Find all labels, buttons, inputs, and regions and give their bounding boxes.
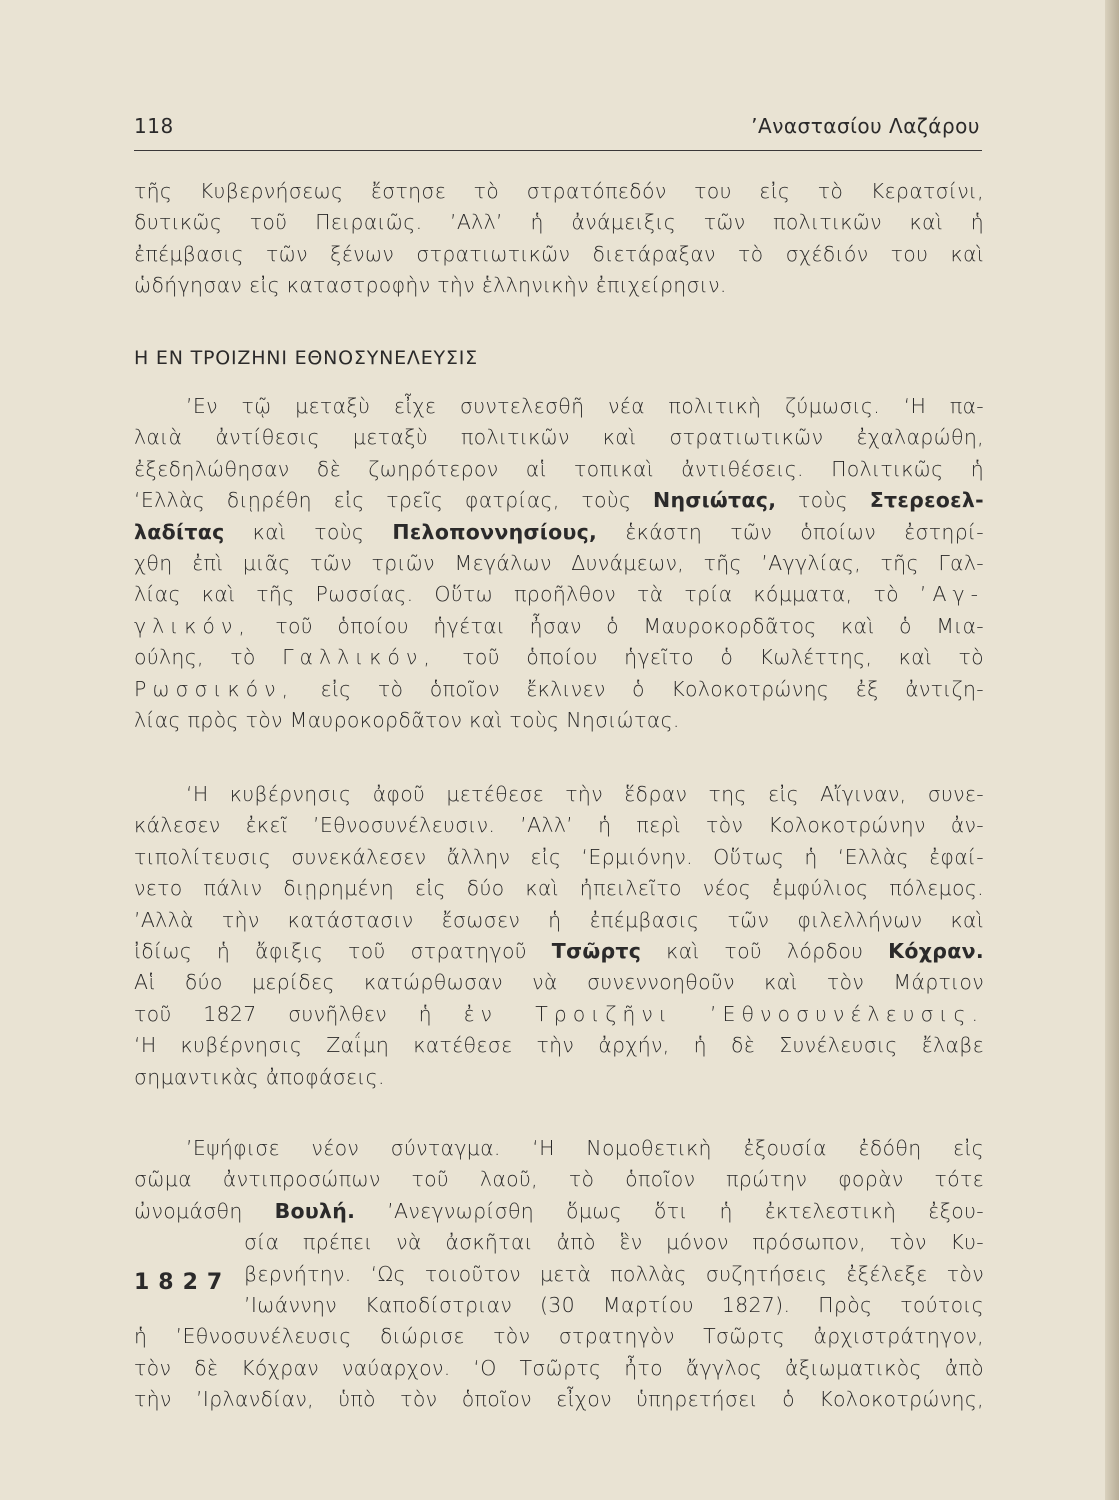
spaced-term: ἐν Τροιζῆνι ’Εθνοσυνέλευσις. xyxy=(463,1001,984,1026)
text-span: ’Ανεγνωρίσθη ὅμως ὅτι ἡ ἐκτελεστικὴ ἐξου- xyxy=(387,1198,984,1223)
text-line xyxy=(134,579,984,610)
text-line xyxy=(134,674,984,705)
spaced-term: γλικόν, xyxy=(134,613,251,638)
text-line: σία πρέπει νὰ ἀσκῆται ἀπὸ ἓν μόνον πρόσωπον, τὸν Κυ- xyxy=(244,1230,984,1255)
bold-term: Νησιώτας, xyxy=(653,488,777,513)
text-line: ’Ιωάννην Καποδίστριαν (30 Μαρτίου 1827). Πρὸς τούτοις xyxy=(244,1292,984,1317)
text-line: σῶμα ἀντιπροσώπων τοῦ λαοῦ, τὸ ὁποῖον πρώτην φορὰν τότε xyxy=(134,1167,984,1192)
margin-year-note: 1827 xyxy=(134,1270,232,1295)
paragraph-4 xyxy=(134,1133,984,1416)
text-line: σημαντικὰς ἀποφάσεις. xyxy=(134,1064,385,1089)
text-line: νετο πάλιν διῃρημένη εἰς δύο καὶ ἠπειλεῖτο νέος ἐμφύλιος πόλεμος. xyxy=(134,876,984,901)
text-line xyxy=(134,1196,984,1227)
text-line: ἡ ’Εθνοσυνέλευσις διώρισε τὸν στρατηγὸν Τσῶρτς ἀρχιστράτηγον, xyxy=(134,1324,984,1349)
text-line xyxy=(134,642,984,673)
page-edge xyxy=(1105,0,1119,1500)
text-span: τοῦ ὁποίου ἡγεῖτο ὁ Κωλέττης, καὶ τὸ xyxy=(462,645,984,670)
bold-term: Τσῶρτς xyxy=(551,938,642,963)
paragraph-1 xyxy=(134,176,984,302)
text-line xyxy=(134,999,984,1030)
text-line: τῆς Κυβερνήσεως ἔστησε τὸ στρατόπεδόν του εἰς τὸ Κερατσίνι, xyxy=(134,179,984,203)
text-line: βερνήτην. ‘Ως τοιοῦτον μετὰ πολλὰς συζητήσεις ἐξέλεξε τὸν xyxy=(244,1261,984,1286)
text-line xyxy=(134,517,984,548)
paragraph-2 xyxy=(134,391,984,736)
page-number: 118 xyxy=(134,114,174,138)
text-span: καὶ τοὺς xyxy=(252,519,365,544)
text-line: ‘Η κυβέρνησις Ζαΐμη κατέθεσε τὴν ἀρχήν, ἡ δὲ Συνέλευσις ἔλαβε xyxy=(134,1033,984,1058)
paragraph-3 xyxy=(134,779,984,1093)
text-line xyxy=(134,611,984,642)
text-line: Αἱ δύο μερίδες κατώρθωσαν νὰ συνεννοηθοῦν καὶ τὸν Μάρτιον xyxy=(134,970,984,995)
text-span: ἑκάστη τῶν ὁποίων ἐστηρί- xyxy=(625,519,984,544)
bold-term: Βουλή. xyxy=(274,1198,356,1223)
bold-term: Κόχραν. xyxy=(888,938,984,963)
text-line: ’Αλλὰ τὴν κατάστασιν ἔσωσεν ἡ ἐπέμβασις τῶν φιλελλήνων καὶ xyxy=(134,907,984,932)
text-span: ἰδίως ἡ ἄφιξις τοῦ στρατηγοῦ xyxy=(134,938,527,963)
text-line: δυτικῶς τοῦ Πειραιῶς. ’Αλλ’ ἡ ἀνάμειξις τῶν πολιτικῶν καὶ ἡ xyxy=(134,210,984,235)
text-line xyxy=(134,485,984,516)
text-line xyxy=(134,936,984,967)
text-line: ὡδήγησαν εἰς καταστροφὴν τὴν ἑλληνικὴν ἐπιχείρησιν. xyxy=(134,273,727,298)
bold-term: Πελοποννησίους, xyxy=(392,519,598,544)
text-line: ’Εν τῷ μεταξὺ εἶχε συντελεσθῆ νέα πολιτικὴ ζύμωσις. ‘Η πα- xyxy=(186,394,984,418)
text-span: τοῦ ὁποίου ἡγέται ἦσαν ὁ Μαυροκορδᾶτος καὶ ὁ Μια- xyxy=(275,613,984,638)
text-line: ’Εψήφισε νέον σύνταγμα. ‘Η Νομοθετικὴ ἐξουσία ἐδόθη εἰς xyxy=(186,1136,984,1160)
running-head: ’Αναστασίου Λαζάρου xyxy=(751,114,980,138)
text-line: κάλεσεν ἐκεῖ ’Εθνοσυνέλευσιν. ’Αλλ’ ἡ περὶ τὸν Κολοκοτρώνην ἀν- xyxy=(134,813,984,838)
spaced-term: ’Αγ- xyxy=(919,582,984,607)
text-line: τὴν ’Ιρλανδίαν, ὑπὸ τὸν ὁποῖον εἶχον ὑπηρετήσει ὁ Κολοκοτρώνης, xyxy=(134,1387,984,1412)
text-line: ἐπέμβασις τῶν ξένων στρατιωτικῶν διετάραξαν τὸ σχέδιόν του καὶ xyxy=(134,241,984,266)
spaced-term: Γαλλικόν, xyxy=(282,645,436,670)
text-span: τοὺς xyxy=(798,488,849,513)
text-line: τιπολίτευσις συνεκάλεσεν ἄλλην εἰς ‘Ερμιόνην. Οὕτως ἡ ‘Ελλὰς ἐφαί- xyxy=(134,844,984,869)
section-heading: Η ΕΝ ΤΡΟΙΖΗΝΙ ΕΘΝΟΣΥΝΕΛΕΥΣΙΣ xyxy=(134,347,478,369)
text-line: λαιὰ ἀντίθεσις μεταξὺ πολιτικῶν καὶ στρατιωτικῶν ἐχαλαρώθη, xyxy=(134,425,984,450)
text-line: λίας πρὸς τὸν Μαυροκορδᾶτον καὶ τοὺς Νησιώτας. xyxy=(134,707,680,732)
text-span: εἰς τὸ ὁποῖον ἔκλινεν ὁ Κολοκοτρώνης ἐξ ἀντιζη- xyxy=(320,676,984,701)
text-span: ‘Ελλὰς διῃρέθη εἰς τρεῖς φατρίας, τοὺς xyxy=(134,488,632,513)
bold-term: λαδίτας xyxy=(134,519,225,544)
text-span: τοῦ 1827 συνῆλθεν ἡ xyxy=(134,1001,432,1026)
text-span: ὠνομάσθη xyxy=(134,1198,243,1223)
bold-term: Στερεοελ- xyxy=(869,488,984,513)
text-line: τὸν δὲ Κόχραν ναύαρχον. ‘Ο Τσῶρτς ἦτο ἄγγλος ἀξιωματικὸς ἀπὸ xyxy=(134,1355,984,1380)
page-header xyxy=(134,110,982,151)
text-line: ἐξεδηλώθησαν δὲ ζωηρότερον αἱ τοπικαὶ ἀντιθέσεις. Πολιτικῶς ἡ xyxy=(134,456,984,481)
text-span: ούλης, τὸ xyxy=(134,645,256,670)
text-span: λίας καὶ τῆς Ρωσσίας. Οὕτω προῆλθον τὰ τρία κόμματα, τὸ xyxy=(134,582,899,607)
text-span: καὶ τοῦ λόρδου xyxy=(666,938,864,963)
spaced-term: Ρωσσικόν, xyxy=(134,676,295,701)
text-line: χθη ἐπὶ μιᾶς τῶν τριῶν Μεγάλων Δυνάμεων, τῆς ’Αγγλίας, τῆς Γαλ- xyxy=(134,550,984,575)
text-line: ‘Η κυβέρνησις ἀφοῦ μετέθεσε τὴν ἕδραν της εἰς Αἴγιναν, συνε- xyxy=(186,782,984,806)
